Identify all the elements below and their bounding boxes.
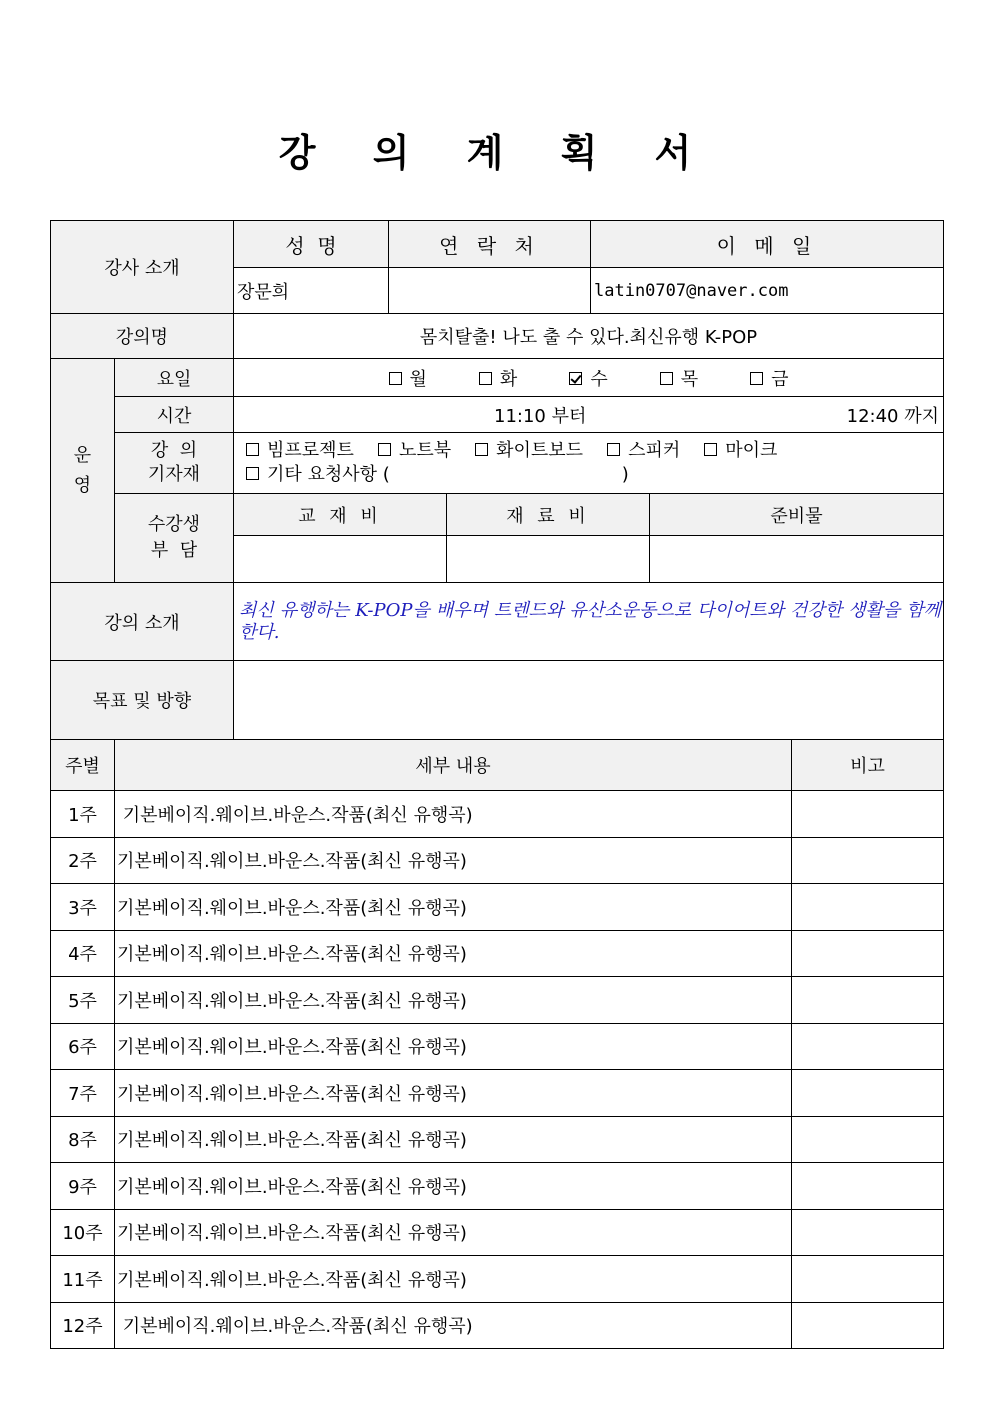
week-detail[interactable]: 기본베이직.웨이브.바운스.작품(최신 유행곡) — [115, 1116, 792, 1163]
week-detail[interactable]: 기본베이직.웨이브.바운스.작품(최신 유행곡) — [115, 1023, 792, 1070]
schedule-row — [51, 1256, 944, 1303]
day-option[interactable] — [389, 365, 427, 391]
schedule-row — [51, 1070, 944, 1117]
week-detail[interactable]: 기본베이직.웨이브.바운스.작품(최신 유행곡) — [115, 791, 792, 838]
equipment-option-label: 마이크 — [725, 440, 778, 461]
week-detail[interactable]: 기본베이직.웨이브.바운스.작품(최신 유행곡) — [115, 1070, 792, 1117]
week-note[interactable] — [792, 791, 944, 838]
note-header: 비고 — [792, 740, 944, 791]
equipment-checkbox-group — [246, 439, 943, 463]
equipment-label — [115, 433, 234, 494]
day-option-label: 화 — [499, 368, 518, 390]
week-note[interactable] — [792, 1163, 944, 1210]
material-value[interactable] — [447, 536, 650, 583]
schedule-row — [51, 930, 944, 977]
checkbox-icon[interactable] — [479, 372, 492, 385]
equipment-label-line2: 기자재 — [147, 464, 201, 485]
day-option[interactable] — [750, 365, 788, 391]
week-note[interactable] — [792, 1256, 944, 1303]
lecture-plan-table — [50, 220, 944, 1349]
operation-label-text: 운 영 — [73, 444, 92, 496]
week-note[interactable] — [792, 1209, 944, 1256]
day-option-label: 목 — [680, 368, 699, 390]
week-note[interactable] — [792, 1023, 944, 1070]
time-cell — [234, 397, 944, 433]
instructor-email[interactable]: latin0707@naver.com — [591, 268, 944, 314]
week-label: 1주 — [51, 791, 115, 838]
schedule-row — [51, 837, 944, 884]
week-header: 주별 — [51, 740, 115, 791]
equipment-option-label: 노트북 — [398, 440, 452, 461]
student-cost-label-line1: 수강생 — [147, 514, 201, 535]
equipment-other-label: 기타 요청사항 ( — [267, 464, 390, 485]
schedule-row — [51, 1302, 944, 1349]
student-cost-label — [115, 494, 234, 583]
equipment-label-line1: 강 의 — [150, 440, 198, 461]
week-note[interactable] — [792, 1070, 944, 1117]
week-label: 5주 — [51, 977, 115, 1024]
schedule-row — [51, 791, 944, 838]
equipment-option-label: 빔프로젝트 — [267, 440, 354, 461]
week-detail[interactable]: 기본베이직.웨이브.바운스.작품(최신 유행곡) — [115, 977, 792, 1024]
page-title: 강 의 계 획 서 — [278, 131, 714, 175]
name-header: 성 명 — [234, 221, 389, 268]
course-name[interactable]: 몸치탈출! 나도 출 수 있다.최신유행 K-POP — [234, 314, 944, 359]
week-label: 6주 — [51, 1023, 115, 1070]
week-detail[interactable]: 기본베이직.웨이브.바운스.작품(최신 유행곡) — [115, 1163, 792, 1210]
student-cost-label-line2: 부 담 — [150, 540, 198, 561]
week-detail[interactable]: 기본베이직.웨이브.바운스.작품(최신 유행곡) — [115, 1302, 792, 1349]
checkbox-icon[interactable] — [475, 443, 488, 456]
day-options — [234, 359, 944, 397]
time-end[interactable]: 12:40 까지 — [846, 405, 940, 427]
goals-label: 목표 및 방향 — [51, 661, 234, 740]
week-detail[interactable]: 기본베이직.웨이브.바운스.작품(최신 유행곡) — [115, 837, 792, 884]
week-detail[interactable]: 기본베이직.웨이브.바운스.작품(최신 유행곡) — [115, 930, 792, 977]
operation-label — [51, 359, 115, 583]
day-option-label: 월 — [409, 368, 427, 390]
equipment-other-line — [246, 463, 943, 487]
week-note[interactable] — [792, 930, 944, 977]
material-header: 재 료 비 — [447, 494, 650, 536]
time-start[interactable]: 11:10 부터 — [494, 405, 587, 427]
textbook-header: 교 재 비 — [234, 494, 447, 536]
day-option[interactable] — [479, 365, 517, 391]
detail-header: 세부 내용 — [115, 740, 792, 791]
week-note[interactable] — [792, 837, 944, 884]
week-note[interactable] — [792, 1116, 944, 1163]
email-header: 이 메 일 — [591, 221, 944, 268]
week-label: 4주 — [51, 930, 115, 977]
checkbox-icon[interactable] — [246, 443, 259, 456]
schedule-row — [51, 1209, 944, 1256]
schedule-row — [51, 1116, 944, 1163]
equipment-option[interactable] — [475, 439, 583, 463]
textbook-value[interactable] — [234, 536, 447, 583]
equipment-other-checkbox[interactable] — [246, 467, 259, 480]
contact-header: 연 락 처 — [389, 221, 591, 268]
day-option[interactable] — [660, 365, 698, 391]
week-detail[interactable]: 기본베이직.웨이브.바운스.작품(최신 유행곡) — [115, 1209, 792, 1256]
instructor-label: 강사 소개 — [51, 221, 234, 314]
week-note[interactable] — [792, 977, 944, 1024]
week-detail[interactable]: 기본베이직.웨이브.바운스.작품(최신 유행곡) — [115, 1256, 792, 1303]
week-label: 3주 — [51, 884, 115, 931]
time-label: 시간 — [115, 397, 234, 433]
week-label: 7주 — [51, 1070, 115, 1117]
instructor-name[interactable]: 장문희 — [234, 268, 389, 314]
checkbox-icon[interactable] — [389, 372, 402, 385]
day-option-label: 금 — [771, 368, 789, 390]
schedule-row — [51, 1163, 944, 1210]
schedule-row — [51, 884, 944, 931]
equipment-option[interactable] — [378, 439, 451, 463]
instructor-contact[interactable] — [389, 268, 591, 314]
equipment-option[interactable] — [704, 439, 777, 463]
week-detail[interactable]: 기본베이직.웨이브.바운스.작품(최신 유행곡) — [115, 884, 792, 931]
supplies-value[interactable] — [650, 536, 944, 583]
checkbox-icon[interactable] — [660, 372, 673, 385]
day-option-label: 수 — [590, 368, 608, 390]
checkbox-icon[interactable] — [569, 372, 582, 385]
supplies-header: 준비물 — [650, 494, 944, 536]
goals-text[interactable] — [234, 661, 944, 740]
week-label: 9주 — [51, 1163, 115, 1210]
day-checkbox-group — [234, 365, 943, 391]
equipment-option-label: 화이트보드 — [496, 440, 584, 461]
introduction-label: 강의 소개 — [51, 583, 234, 661]
checkbox-icon[interactable] — [704, 443, 717, 456]
day-label: 요일 — [115, 359, 234, 397]
equipment-other-close: ) — [621, 464, 629, 485]
checkbox-icon[interactable] — [378, 443, 391, 456]
schedule-row — [51, 1023, 944, 1070]
week-label: 10주 — [51, 1209, 115, 1256]
introduction-text[interactable]: 최신 유행하는 K-POP을 배우며 트렌드와 유산소운동으로 다이어트와 건강한 생활을 함께한다. — [234, 583, 944, 661]
week-label: 11주 — [51, 1256, 115, 1303]
week-note[interactable] — [792, 884, 944, 931]
checkbox-icon[interactable] — [607, 443, 620, 456]
course-name-label: 강의명 — [51, 314, 234, 359]
equipment-options — [234, 433, 944, 494]
equipment-option[interactable] — [607, 439, 680, 463]
week-note[interactable] — [792, 1302, 944, 1349]
equipment-option[interactable] — [246, 439, 354, 463]
schedule-body — [51, 791, 944, 1349]
week-label: 2주 — [51, 837, 115, 884]
schedule-row — [51, 977, 944, 1024]
checkbox-icon[interactable] — [750, 372, 763, 385]
equipment-option-label: 스피커 — [628, 440, 681, 461]
week-label: 12주 — [51, 1302, 115, 1349]
week-label: 8주 — [51, 1116, 115, 1163]
day-option[interactable] — [569, 365, 607, 391]
